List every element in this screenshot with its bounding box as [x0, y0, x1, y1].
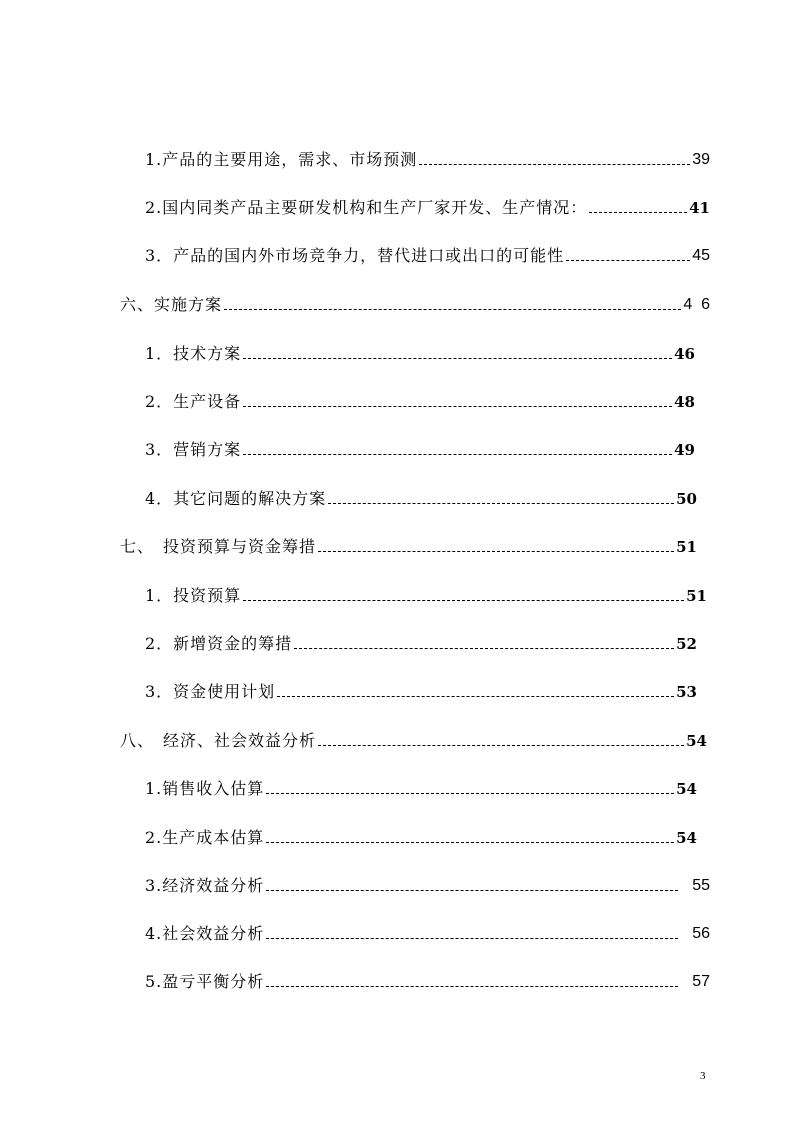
toc-entry[interactable]	[120, 529, 697, 557]
toc-entry-title: 2．新增资金的筹措	[145, 634, 293, 653]
toc-entry-title: 七、 投资预算与资金筹措	[120, 537, 317, 556]
toc-leader	[294, 647, 674, 649]
toc-entry[interactable]	[145, 868, 710, 896]
toc-entry-page: 45	[692, 247, 710, 264]
toc-entry-page: 51	[686, 587, 707, 605]
toc-leader	[224, 308, 681, 310]
toc-entry-page: 56	[692, 925, 710, 942]
toc-entry[interactable]	[145, 481, 697, 509]
toc-entry-page: 41	[689, 199, 710, 217]
toc-leader	[266, 889, 678, 891]
toc-entry[interactable]	[145, 916, 710, 944]
toc-entry-title: 八、 经济、社会效益分析	[120, 731, 317, 750]
toc-entry-page: 53	[676, 683, 697, 701]
toc-entry[interactable]	[145, 771, 697, 799]
toc-entry-title: 1．技术方案	[145, 344, 242, 363]
toc-entry[interactable]	[145, 190, 710, 218]
toc-entry-title: 2.国内同类产品主要研发机构和生产厂家开发、生产情况：	[145, 198, 588, 217]
toc-entry-title: 3．资金使用计划	[145, 682, 276, 701]
toc-entry-page: 48	[674, 393, 695, 411]
toc-entry-page: 54	[676, 829, 697, 847]
toc-leader	[277, 695, 674, 697]
toc-leader	[318, 550, 674, 552]
toc-entry-page: 4 6	[683, 296, 710, 313]
toc-entry-title: 1.销售收入估算	[145, 779, 265, 798]
toc-entry[interactable]	[145, 238, 710, 266]
toc-leader	[266, 985, 678, 987]
toc-entry[interactable]	[145, 674, 697, 702]
toc-entry[interactable]	[145, 626, 697, 654]
toc-entry-title: 2．生产设备	[145, 392, 242, 411]
toc-leader	[266, 792, 674, 794]
toc-entry-page: 46	[674, 345, 695, 363]
toc-entry-page: 51	[676, 538, 697, 556]
toc-entry[interactable]	[145, 432, 695, 460]
toc-leader	[243, 405, 672, 407]
toc-leader	[243, 357, 672, 359]
toc-entry[interactable]	[120, 723, 707, 751]
toc-entry-title: 3．产品的国内外市场竞争力，替代进口或出口的可能性	[145, 246, 565, 265]
toc-leader	[589, 211, 687, 213]
toc-entry-title: 4．其它问题的解决方案	[145, 489, 327, 508]
toc-entry-title: 2.生产成本估算	[145, 828, 265, 847]
toc-entry[interactable]	[145, 964, 710, 992]
toc-leader	[243, 599, 684, 601]
toc-entry-page: 52	[676, 635, 697, 653]
toc-entry-page: 54	[686, 732, 707, 750]
toc-entry-page: 55	[692, 877, 710, 894]
toc-leader	[266, 841, 674, 843]
toc-leader	[266, 937, 678, 939]
toc-entry-title: 1．投资预算	[145, 586, 242, 605]
toc-leader	[419, 163, 690, 165]
toc-leader	[566, 259, 690, 261]
toc-entry-title: 六、实施方案	[120, 295, 223, 314]
toc-entry-page: 54	[676, 780, 697, 798]
toc-entry-page: 39	[692, 151, 710, 168]
toc-entry-title: 3．营销方案	[145, 440, 242, 459]
toc-leader	[243, 453, 672, 455]
toc-entry-page: 50	[676, 490, 697, 508]
toc-entry[interactable]	[145, 578, 707, 606]
toc-entry[interactable]	[120, 287, 710, 315]
toc-entry-title: 4.社会效益分析	[145, 924, 265, 943]
toc-leader	[328, 502, 674, 504]
toc-entry-page: 57	[692, 973, 710, 990]
page-number: 3	[700, 1070, 706, 1082]
toc-entry[interactable]	[145, 384, 695, 412]
toc-entry-page: 49	[674, 441, 695, 459]
toc-leader	[318, 744, 684, 746]
toc-entry-title: 3.经济效益分析	[145, 876, 265, 895]
toc-entry[interactable]	[145, 820, 697, 848]
toc-entry[interactable]	[145, 142, 710, 170]
toc-entry-title: 5.盈亏平衡分析	[145, 972, 265, 991]
toc-entry-title: 1.产品的主要用途，需求、市场预测	[145, 150, 418, 169]
toc-entry[interactable]	[145, 336, 695, 364]
